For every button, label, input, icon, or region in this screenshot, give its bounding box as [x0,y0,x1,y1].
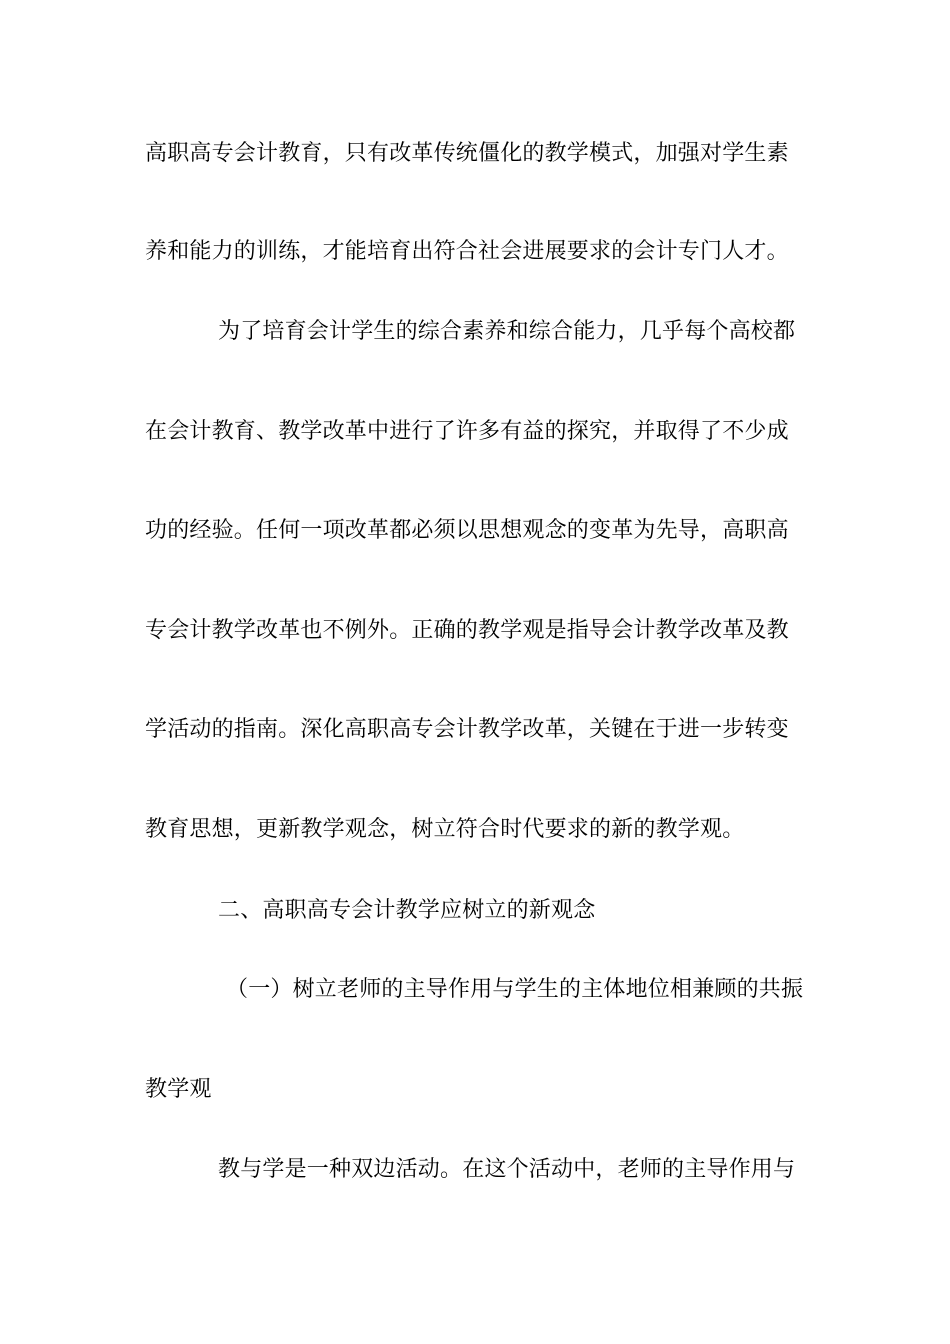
subheading-1-line-1: （一）树立老师的主导作用与学生的主体地位相兼顾的共振 [226,977,804,1002]
paragraph-2-line-2: 在会计教育、教学改革中进行了许多有益的探究，并取得了不少成 [145,419,789,444]
paragraph-2-line-6: 教育思想，更新教学观念，树立符合时代要求的新的教学观。 [145,817,745,842]
subheading-1-line-2: 教学观 [145,1077,212,1102]
paragraph-3-line-1: 教与学是一种双边活动。在这个活动中，老师的主导作用与 [218,1157,796,1182]
section-heading-2: 二、高职高专会计教学应树立的新观念 [218,898,596,923]
paragraph-2-line-4: 专会计教学改革也不例外。正确的教学观是指导会计教学改革及教 [145,618,789,643]
paragraph-1-line-2: 养和能力的训练，才能培育出符合社会进展要求的会计专门人才。 [145,239,789,264]
paragraph-1-line-1: 高职高专会计教育，只有改革传统僵化的教学模式，加强对学生素 [145,141,789,166]
paragraph-2-line-3: 功的经验。任何一项改革都必须以思想观念的变革为先导，高职高 [145,518,789,543]
paragraph-2-line-1: 为了培育会计学生的综合素养和综合能力，几乎每个高校都 [218,319,796,344]
paragraph-2-line-5: 学活动的指南。深化高职高专会计教学改革，关键在于进一步转变 [145,717,789,742]
